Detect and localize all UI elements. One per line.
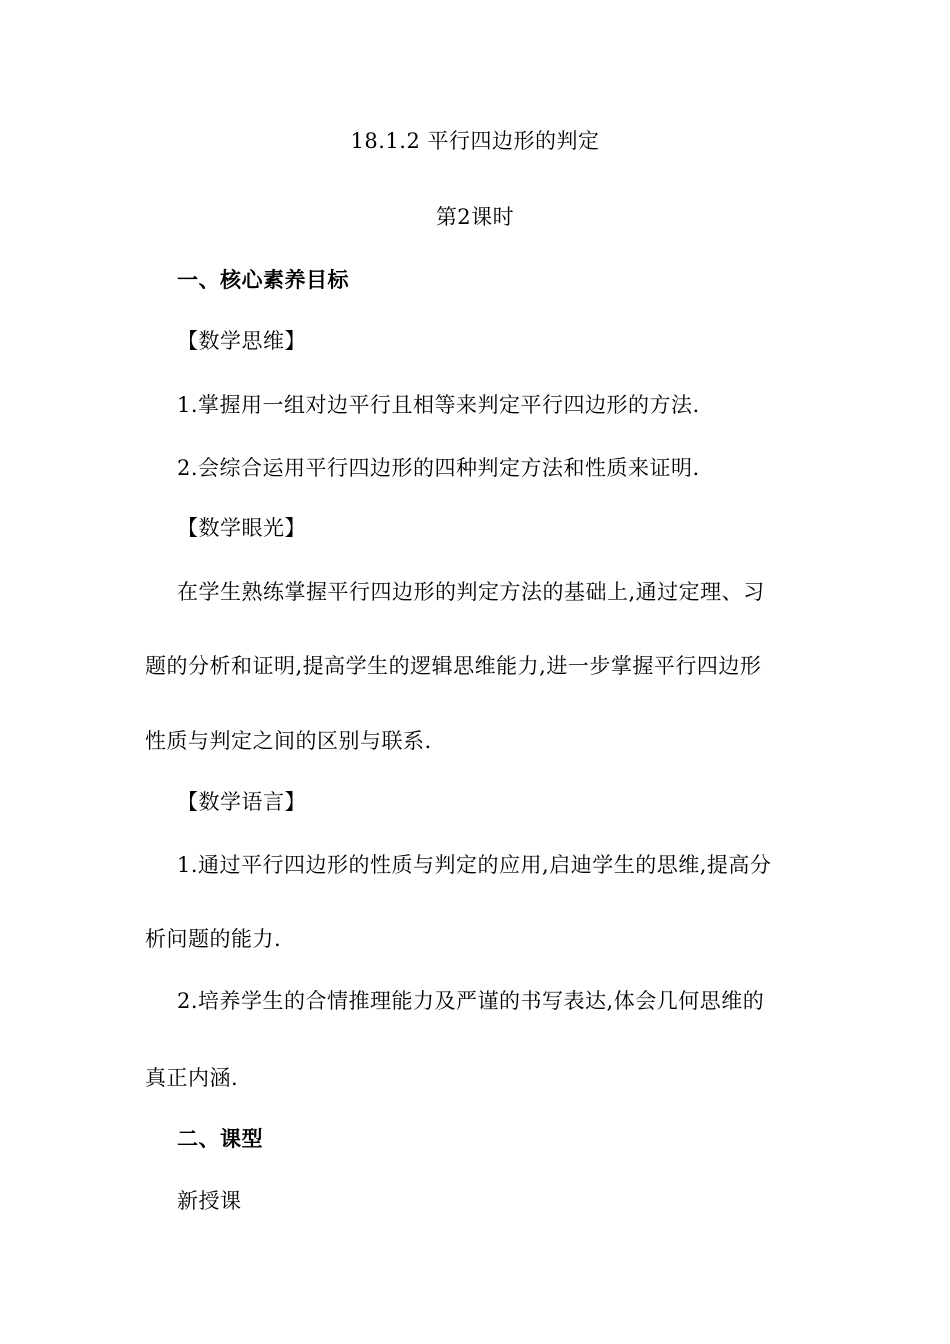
subheading-math-language: 【数学语言】	[177, 790, 306, 814]
language-item-1-line-2: 析问题的能力.	[145, 927, 282, 951]
section-heading-lesson-type: 二、课型	[177, 1127, 263, 1151]
lesson-period: 第2课时	[435, 205, 515, 229]
language-item-2-line-1: 2.培养学生的合情推理能力及严谨的书写表达,体会几何思维的	[177, 989, 765, 1013]
vision-paragraph-line-3: 性质与判定之间的区别与联系.	[145, 729, 432, 753]
thinking-item-1: 1.掌握用一组对边平行且相等来判定平行四边形的方法.	[177, 393, 700, 417]
lesson-type-value: 新授课	[177, 1189, 242, 1213]
language-item-2-line-2: 真正内涵.	[145, 1066, 239, 1090]
section-heading-goals: 一、核心素养目标	[177, 268, 349, 292]
vision-paragraph-line-2: 题的分析和证明,提高学生的逻辑思维能力,进一步掌握平行四边形	[145, 654, 762, 678]
document-title: 18.1.2 平行四边形的判定	[350, 129, 600, 153]
subheading-math-thinking: 【数学思维】	[177, 329, 306, 353]
subheading-math-vision: 【数学眼光】	[177, 516, 306, 540]
language-item-1-line-1: 1.通过平行四边形的性质与判定的应用,启迪学生的思维,提高分	[177, 853, 772, 877]
thinking-item-2: 2.会综合运用平行四边形的四种判定方法和性质来证明.	[177, 456, 700, 480]
vision-paragraph-line-1: 在学生熟练掌握平行四边形的判定方法的基础上,通过定理、习	[177, 580, 765, 604]
